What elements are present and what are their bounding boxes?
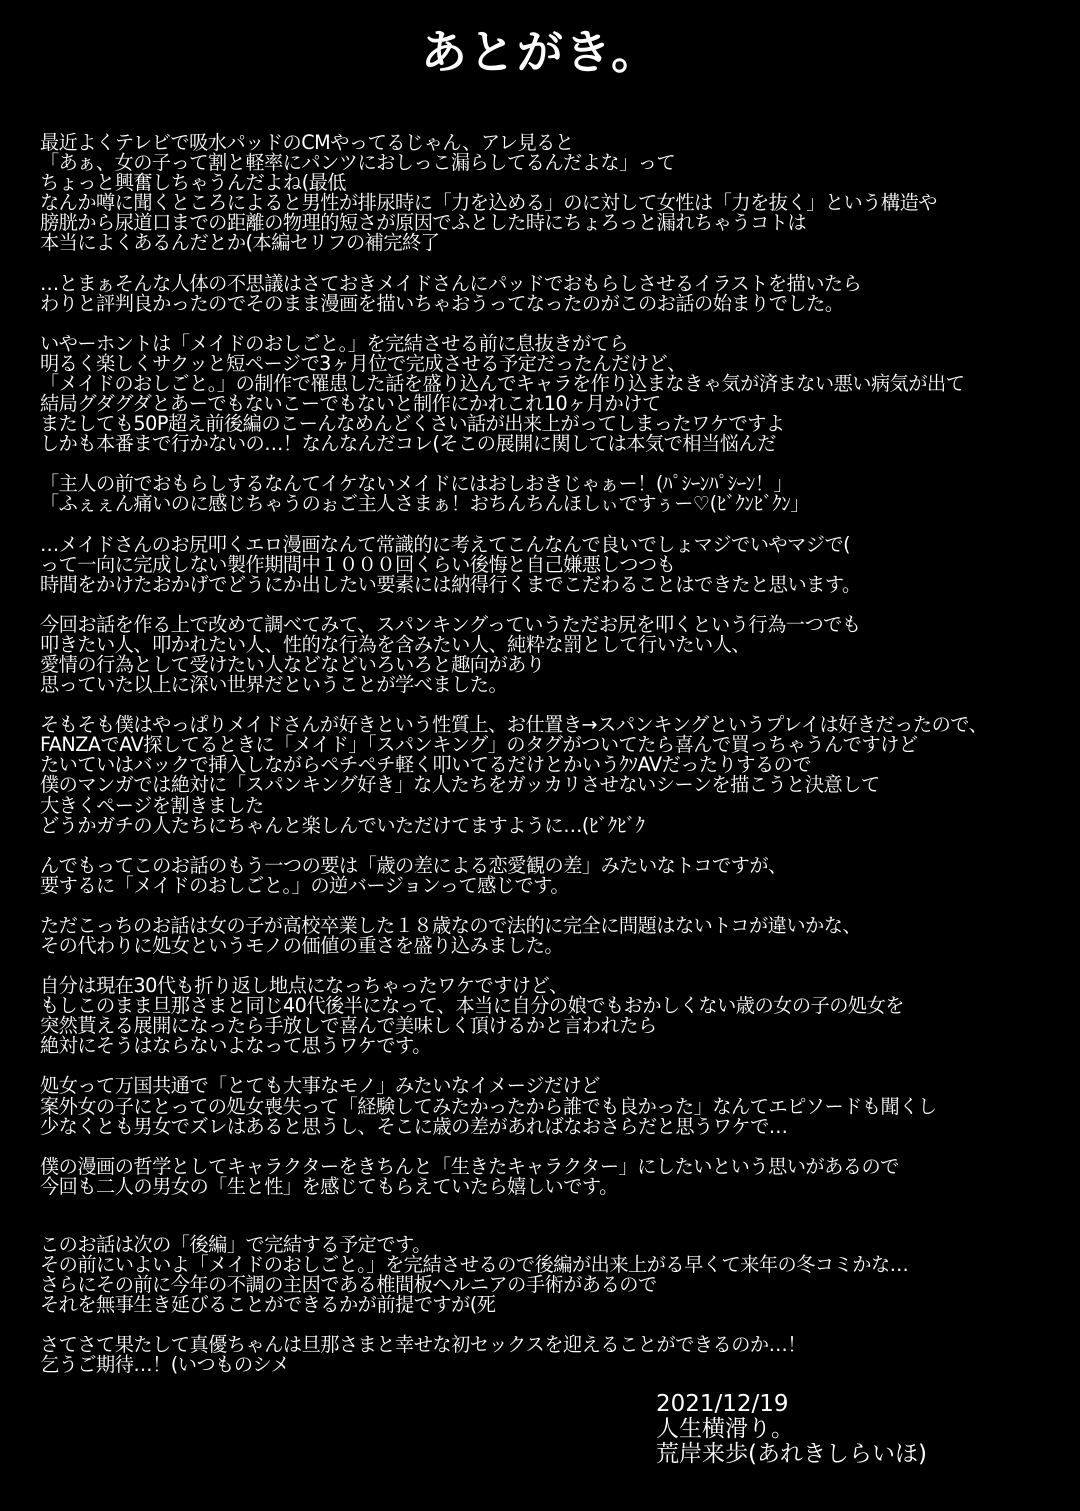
- text-line: どうかガチの人たちにちゃんと楽しんでいただけてますように…(ﾋﾞｸﾋﾞｸ: [40, 813, 645, 837]
- text-line: …メイドさんのお尻叩くエロ漫画なんて常識的に考えてこんなんで良いでしょマジでいやマジで(: [40, 532, 851, 556]
- text-line: んでもってこのお話のもう一つの要は「歳の差による恋愛観の差」みたいなトコですが、: [40, 853, 787, 877]
- paragraph: [40, 1335, 1050, 1375]
- paragraph: [40, 976, 1050, 1056]
- paragraph-spacer: [40, 836, 1050, 856]
- signature-date: 2021/12/19: [656, 1391, 789, 1417]
- paragraph-spacer: [40, 896, 1050, 916]
- text-line: その前にいよいよ「メイドのおしごと。」を完結させるので後編が出来上がる早くて来年の冬コミかな…: [40, 1253, 909, 1277]
- text-line: もしこのまま旦那さまと同じ40代後半になって、本当に自分の娘でもおかしくない歳の女の子の処女を: [40, 994, 904, 1018]
- paragraph-spacer: [40, 314, 1050, 334]
- text-line: 明るく楽しくサクッと短ページで3ヶ月位で完成させる予定だったんだけど、: [40, 351, 686, 375]
- text-line: 処女って万国共通で「とても大事なモノ」みたいなイメージだけど: [40, 1074, 600, 1098]
- text-line: 「ふぇぇん痛いのに感じちゃうのぉご主人さまぁ！おちんちんほしぃですぅー♡(ﾋﾞｸﾝﾋﾞｸﾝ」: [40, 492, 810, 516]
- paragraph-spacer: [40, 254, 1050, 274]
- text-line: 本当によくあるんだとか(本編セリフの補完終了: [40, 231, 440, 255]
- text-line: 大きくページを割きました: [40, 793, 264, 817]
- text-line: ちょっと興奮しちゃうんだよね(最低: [40, 171, 346, 195]
- paragraph-spacer: [40, 515, 1050, 535]
- text-line: それを無事生き延びることができるかが前提ですが(死: [40, 1293, 496, 1317]
- text-line: 僕のマンガでは絶対に「スパンキング好き」な人たちをガッカリさせないシーンを描こうと決意して: [40, 773, 880, 797]
- text-line: 愛情の行為として受けたい人などなどいろいろと趣向があり: [40, 652, 545, 676]
- text-line: 「メイドのおしごと。」の制作で罹患した話を盛り込んでキャラを作り込まなきゃ気が済まない悪い病気が出て: [40, 371, 965, 395]
- text-line: 「主人の前でおもらしするなんてイケないメイドにはおしおきじゃぁー！(ﾊﾟｼｰﾝﾊﾟｼｰﾝ！」: [40, 472, 793, 496]
- signature-block: [656, 1392, 927, 1467]
- paragraph: [40, 1232, 1050, 1317]
- paragraph: [40, 133, 1050, 254]
- text-line: 要するに「メイドのおしごと。」の逆バージョンって感じです。: [40, 873, 570, 897]
- paragraph-spacer: [40, 595, 1050, 615]
- paragraph: [40, 474, 1050, 514]
- paragraph: [40, 532, 1050, 596]
- text-line: 「あぁ、女の子って割と軽率にパンツにおしっこ漏らしてるんだよな」って: [40, 151, 676, 175]
- text-line: 僕の漫画の哲学としてキャラクターをきちんと「生きたキャラクター」にしたいという思いがあるので: [40, 1154, 899, 1178]
- paragraph: [40, 853, 1050, 897]
- text-line: 最近よくテレビで吸水パッドのCMやってるじゃん、アレ見ると: [40, 131, 574, 154]
- text-line: その代わりに処女というモノの価値の重さを盛り込みました。: [40, 934, 564, 957]
- text-line: わりと評判良かったのでそのまま漫画を描いちゃおうってなったのがこのお話の始まりでした。: [40, 291, 844, 315]
- paragraph-spacer: [40, 1315, 1050, 1335]
- text-line: 突然貰える展開になったら手放しで喜んで美味しく頂けるかと言われたら: [40, 1014, 657, 1038]
- paragraph: [40, 913, 1050, 957]
- paragraph-spacer: [40, 695, 1050, 715]
- text-line: このお話は次の「後編」で完結する予定です。: [40, 1232, 431, 1256]
- text-line: って一向に完成しない製作期間中１０００回くらい後悔と自己嫌悪しつつも: [40, 552, 676, 576]
- paragraph: [40, 331, 1050, 456]
- paragraph-spacer: [40, 1056, 1050, 1076]
- text-line: 時間をかけたおかげでどうにか出したい要素には納得行くまでこだわることはできたと思います。: [40, 572, 861, 596]
- text-line: 膀胱から尿道口までの距離の物理的短さが原因でふとした時にちょろっと漏れちゃうコトは: [40, 211, 807, 235]
- text-line: 叩きたい人、叩かれたい人、性的な行為を含みたい人、純粋な罰として行いたい人、: [40, 632, 751, 656]
- text-line: 今回も二人の男女の「生と性」を感じてもらえていたら嬉しいです。: [40, 1174, 618, 1198]
- text-line: たいていはバックで挿入しながらペチペチ軽く叩いてるだけとかいうｸｿAVだったりするので: [40, 753, 812, 777]
- paragraph-spacer: [40, 1137, 1050, 1157]
- text-line: FANZAでAV探してるときに「メイド」「スパンキング」のタグがついてたら喜んで買っちゃうんですけど: [40, 733, 918, 757]
- text-line: そもそも僕はやっぱりメイドさんが好きという性質上、お仕置き→スパンキングというプレイは好きだったので、: [40, 713, 988, 737]
- paragraph: [40, 715, 1050, 836]
- text-line: 少なくとも男女でズレはあると思うし、そこに歳の差があればなおさらだと思うワケで…: [40, 1114, 788, 1138]
- text-line: しかも本番まで行かないの…！なんなんだコレ(そこの展開に関しては本気で相当悩んだ: [40, 432, 776, 456]
- paragraph: [40, 1154, 1050, 1198]
- text-line: いやーホントは「メイドのおしごと。」を完結させる前に息抜きがてら: [40, 331, 629, 355]
- paragraph-spacer: [40, 1197, 1050, 1235]
- text-line: 結局グダグダとあーでもないこーでもないと制作にかれこれ10ヶ月かけて: [40, 392, 661, 416]
- signature-circle-name: 人生横滑り。: [656, 1416, 794, 1442]
- text-line: 今回お話を作る上で改めて調べてみて、スパンキングっていうただお尻を叩くという行為一つでも: [40, 612, 861, 636]
- afterword-body: [40, 133, 1050, 1376]
- text-line: さらにその前に今年の不調の主因である椎間板ヘルニアの手術があるので: [40, 1273, 657, 1297]
- paragraph-spacer: [40, 956, 1050, 976]
- text-line: またしても50P超え前後編のこーんなめんどくさい話が出来上がってしまったワケですよ: [40, 412, 785, 436]
- text-line: さてさて果たして真優ちゃんは旦那さまと幸せな初セックスを迎えることができるのか…！: [40, 1333, 806, 1357]
- text-line: なんか噂に聞くところによると男性が排尿時に「力を込める」のに対して女性は「力を抜く」という構造や: [40, 191, 937, 215]
- paragraph: [40, 271, 1050, 315]
- text-line: …とまぁそんな人体の不思議はさておきメイドさんにパッドでおもらしさせるイラストを描いたら: [40, 271, 862, 295]
- text-line: 自分は現在30代も折り返し地点になっちゃったワケですけど、: [40, 974, 568, 998]
- signature-author-name: 荒岸来歩(あれきしらいほ): [656, 1441, 927, 1467]
- paragraph-spacer: [40, 454, 1050, 474]
- text-line: 思っていた以上に深い世界だということが学べました。: [40, 673, 508, 697]
- text-line: 乞うご期待…！(いつものシメ: [40, 1353, 290, 1377]
- page-title: あとがき。: [420, 25, 660, 79]
- text-line: 案外女の子にとっての処女喪失って「経験してみたかったから誰でも良かった」なんてエピソードも聞くし: [40, 1094, 937, 1118]
- text-line: 絶対にそうはならないよなって思うワケです。: [40, 1034, 431, 1058]
- paragraph: [40, 612, 1050, 697]
- text-line: ただこっちのお話は女の子が高校卒業した１８歳なので法的に完全に問題はないトコが違いかな、: [40, 913, 862, 937]
- paragraph: [40, 1076, 1050, 1136]
